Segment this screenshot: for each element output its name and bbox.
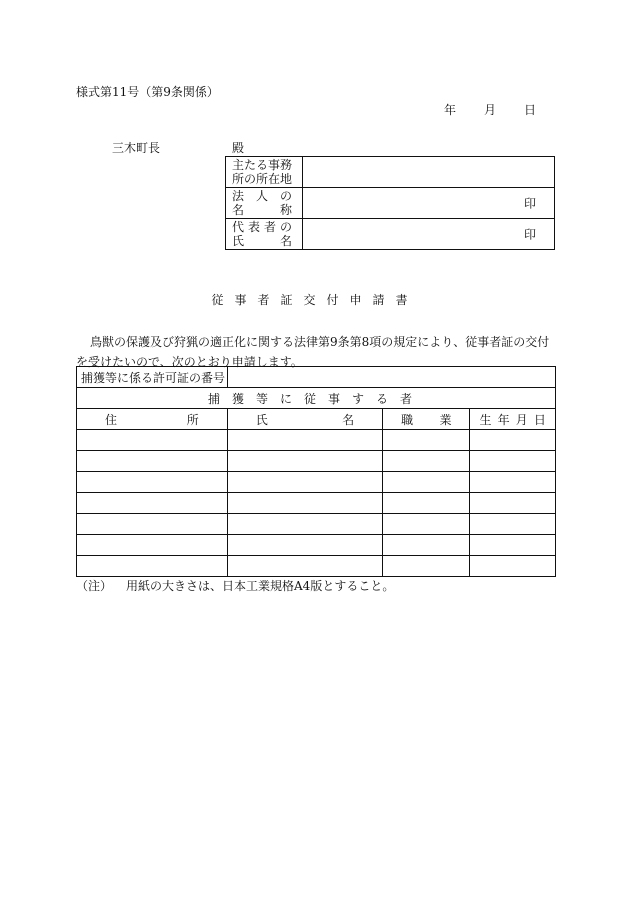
corp-char: 名 bbox=[232, 203, 245, 217]
col-header-address bbox=[77, 409, 228, 430]
data-rows bbox=[77, 430, 556, 577]
header-char: 所 bbox=[186, 412, 199, 427]
name-cell[interactable] bbox=[227, 493, 382, 514]
birthdate-cell[interactable] bbox=[470, 472, 556, 493]
rep-char: 氏 bbox=[232, 234, 245, 248]
seal-mark: 印 bbox=[523, 196, 536, 211]
rep-char: 代 bbox=[232, 220, 245, 234]
name-cell[interactable] bbox=[227, 472, 382, 493]
office-address-field[interactable] bbox=[303, 157, 555, 188]
name-cell[interactable] bbox=[227, 556, 382, 577]
rep-label-line2 bbox=[232, 234, 292, 248]
birthdate-cell[interactable] bbox=[470, 514, 556, 535]
document-title: 従事者証交付申請書 bbox=[211, 293, 419, 307]
honorific: 殿 bbox=[232, 141, 245, 155]
occupation-cell[interactable] bbox=[383, 556, 470, 577]
table-row bbox=[77, 535, 556, 556]
col-header-birthdate bbox=[470, 409, 556, 430]
corp-label-line1 bbox=[232, 189, 292, 203]
rep-name-label bbox=[226, 219, 303, 250]
table-row bbox=[77, 556, 556, 577]
corp-char: 人 bbox=[255, 189, 268, 203]
birthdate-cell[interactable] bbox=[470, 493, 556, 514]
date-year: 年 bbox=[444, 103, 457, 117]
note-text: 用紙の大きさは、日本工業規格A4版とすること。 bbox=[126, 579, 395, 593]
occupation-cell[interactable] bbox=[383, 451, 470, 472]
applicant-table bbox=[225, 156, 555, 250]
birthdate-cell[interactable] bbox=[470, 451, 556, 472]
address-cell[interactable] bbox=[77, 535, 228, 556]
applicant-row-rep bbox=[226, 219, 555, 250]
date-month: 月 bbox=[484, 103, 497, 117]
corp-name-label bbox=[226, 188, 303, 219]
name-cell[interactable] bbox=[227, 514, 382, 535]
address-cell[interactable] bbox=[77, 556, 228, 577]
table-row bbox=[77, 493, 556, 514]
rep-name-field[interactable] bbox=[303, 219, 555, 250]
occupation-cell[interactable] bbox=[383, 472, 470, 493]
seal-mark: 印 bbox=[523, 227, 536, 242]
occupation-cell[interactable] bbox=[383, 493, 470, 514]
header-char: 月 bbox=[515, 412, 528, 427]
birthdate-cell[interactable] bbox=[470, 556, 556, 577]
col-header-occupation bbox=[383, 409, 470, 430]
occupation-cell[interactable] bbox=[383, 430, 470, 451]
applicant-row-corp bbox=[226, 188, 555, 219]
corp-char: の bbox=[279, 189, 292, 203]
occupation-cell[interactable] bbox=[383, 514, 470, 535]
engaged-header-row bbox=[77, 388, 556, 409]
name-cell[interactable] bbox=[227, 451, 382, 472]
address-cell[interactable] bbox=[77, 451, 228, 472]
rep-char: 表 bbox=[247, 220, 260, 234]
header-char: 氏 bbox=[255, 412, 268, 427]
name-cell[interactable] bbox=[227, 430, 382, 451]
corp-name-field[interactable] bbox=[303, 188, 555, 219]
permit-number-label: 捕獲等に係る許可証の番号 bbox=[77, 367, 228, 388]
engaged-persons-table bbox=[76, 366, 556, 577]
date-day: 日 bbox=[524, 103, 537, 117]
column-header-row bbox=[77, 409, 556, 430]
table-row bbox=[77, 514, 556, 535]
birthdate-cell[interactable] bbox=[470, 430, 556, 451]
footnote bbox=[76, 580, 394, 592]
corp-char: 法 bbox=[232, 189, 245, 203]
addressee: 三木町長 bbox=[112, 141, 161, 155]
form-number: 様式第11号（第9条関係） bbox=[76, 85, 219, 99]
table-row bbox=[77, 430, 556, 451]
engaged-persons-header: 捕獲等に従事する者 bbox=[77, 388, 556, 409]
body-line-2: を受けたいので、次のとおり申請します。 bbox=[76, 355, 303, 369]
office-address-label bbox=[226, 157, 303, 188]
table-row bbox=[77, 472, 556, 493]
corp-label-line2 bbox=[232, 203, 292, 217]
table-row bbox=[77, 451, 556, 472]
address-cell[interactable] bbox=[77, 514, 228, 535]
address-cell[interactable] bbox=[77, 430, 228, 451]
office-label-line2: 所の所在地 bbox=[232, 172, 293, 186]
header-char: 職 bbox=[401, 412, 414, 427]
body-line-1: 鳥獣の保護及び狩猟の適正化に関する法律第9条第8項の規定により、従事者証の交付 bbox=[90, 335, 550, 349]
header-char: 日 bbox=[533, 412, 546, 427]
col-header-name bbox=[227, 409, 382, 430]
date-fields bbox=[444, 104, 536, 116]
rep-char: 名 bbox=[279, 234, 292, 248]
header-char: 生 bbox=[479, 412, 492, 427]
birthdate-cell[interactable] bbox=[470, 535, 556, 556]
permit-number-field[interactable] bbox=[227, 367, 555, 388]
note-prefix: （注） bbox=[76, 579, 113, 593]
header-char: 名 bbox=[342, 412, 355, 427]
office-label-line1: 主たる事務 bbox=[232, 158, 293, 172]
applicant-row-office bbox=[226, 157, 555, 188]
address-cell[interactable] bbox=[77, 493, 228, 514]
corp-char: 称 bbox=[279, 203, 292, 217]
rep-label-line1 bbox=[232, 220, 292, 234]
rep-char: の bbox=[279, 220, 292, 234]
occupation-cell[interactable] bbox=[383, 535, 470, 556]
header-char: 年 bbox=[497, 412, 510, 427]
header-char: 住 bbox=[105, 412, 118, 427]
address-cell[interactable] bbox=[77, 472, 228, 493]
rep-char: 者 bbox=[263, 220, 276, 234]
name-cell[interactable] bbox=[227, 535, 382, 556]
header-char: 業 bbox=[439, 412, 452, 427]
permit-row bbox=[77, 367, 556, 388]
